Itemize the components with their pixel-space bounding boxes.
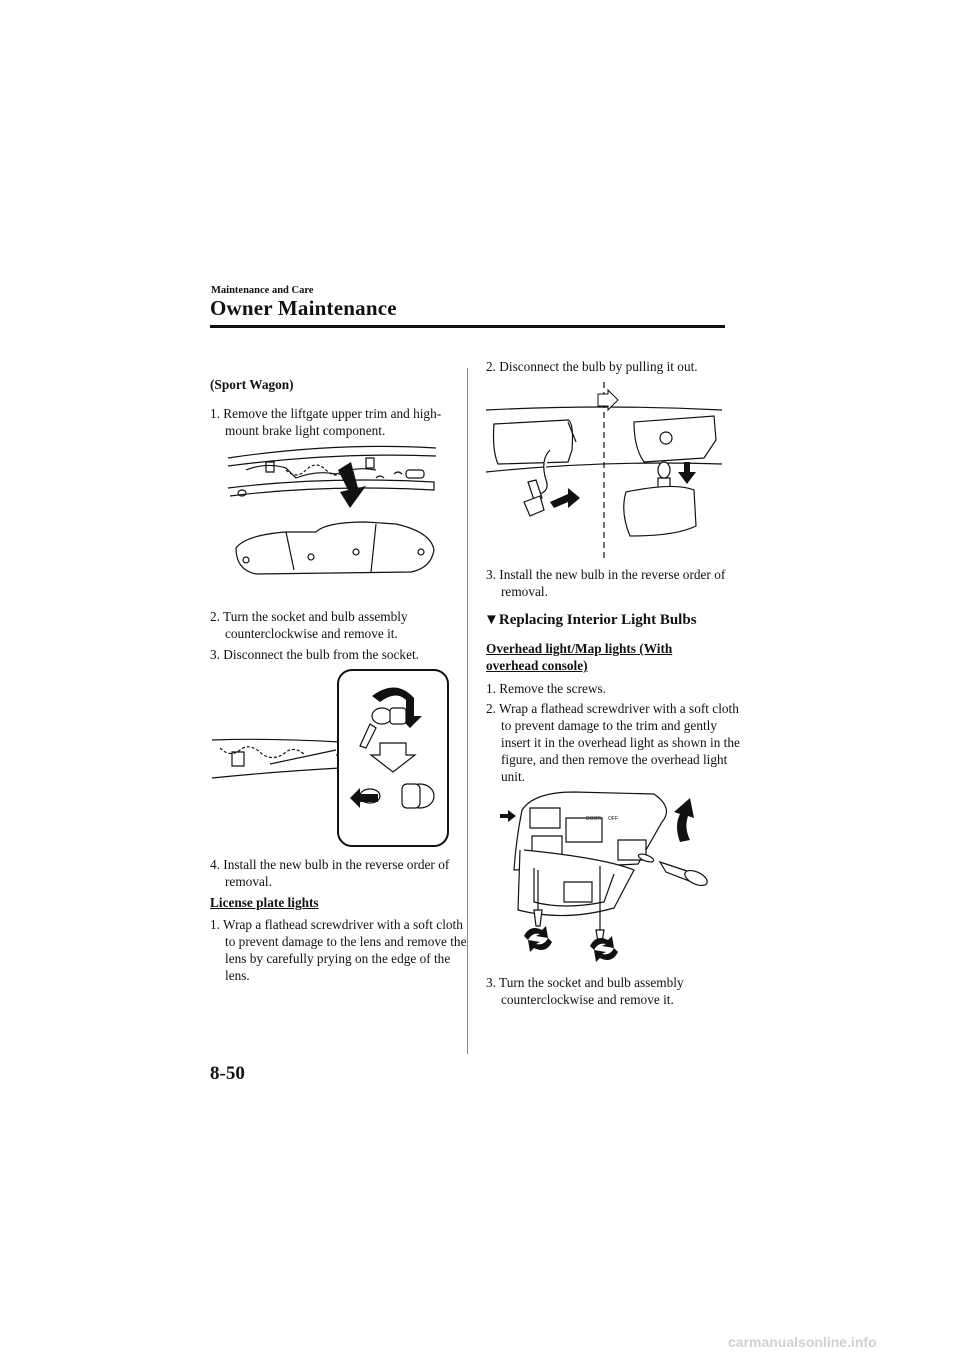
- section-label: Maintenance and Care: [211, 285, 314, 296]
- page-number: 8-50: [210, 1063, 245, 1084]
- console-switch-off-label: OFF: [608, 816, 618, 822]
- interior-bulbs-heading-text: Replacing Interior Light Bulbs: [498, 612, 697, 628]
- overhead-step-3: 3. Turn the socket and bulb assembly counterclockwise and remove it.: [486, 975, 684, 1007]
- step-1-remove-trim: 1. Remove the liftgate upper trim and high-mount brake light component.: [210, 406, 442, 438]
- license-lamp-figure: [484, 380, 724, 560]
- license-plate-heading: License plate lights: [210, 895, 319, 910]
- overhead-step-1: 1. Remove the screws.: [486, 681, 607, 696]
- page-title: Owner Maintenance: [210, 296, 397, 320]
- triangle-marker-icon: ▼: [484, 612, 499, 628]
- sport-wagon-subheading: (Sport Wagon): [210, 377, 294, 392]
- interior-bulbs-heading: [484, 612, 697, 629]
- overhead-step-2: 2. Wrap a flathead screwdriver with a soft cloth to prevent damage to the trim and gently insert it in the overhead light as shown in the figure, and then remove the overhead light unit.: [486, 701, 740, 784]
- title-rule: [210, 325, 725, 328]
- watermark: carmanualsonline.info: [728, 1334, 877, 1350]
- right-step-2: 2. Disconnect the bulb by pulling it out.: [486, 359, 698, 374]
- socket-bulb-figure: [210, 668, 450, 848]
- overhead-console-figure: [494, 790, 720, 965]
- overhead-light-heading: Overhead light/Map lights (With overhead console): [486, 641, 673, 673]
- step-2-turn-socket: 2. Turn the socket and bulb assembly counterclockwise and remove it.: [210, 609, 408, 641]
- console-switch-door-label: DOOR: [586, 816, 601, 822]
- step-3-disconnect-bulb: 3. Disconnect the bulb from the socket.: [210, 647, 420, 662]
- liftgate-trim-figure: [226, 440, 441, 585]
- right-step-3: 3. Install the new bulb in the reverse order of removal.: [486, 567, 726, 599]
- step-4-install-bulb: 4. Install the new bulb in the reverse order of removal.: [210, 857, 450, 889]
- license-step-1: 1. Wrap a flathead screwdriver with a soft cloth to prevent damage to the lens and remove the lens by carefully prying on the edge of the lens.: [210, 917, 467, 983]
